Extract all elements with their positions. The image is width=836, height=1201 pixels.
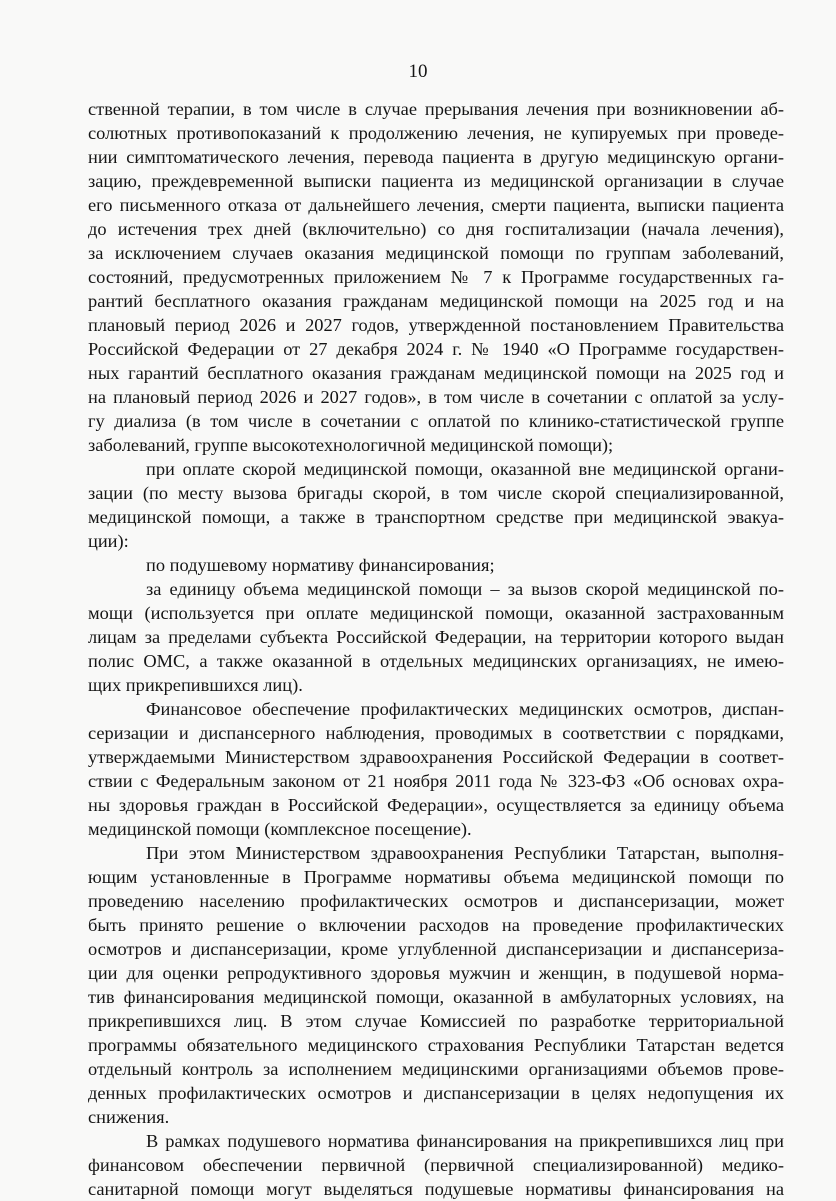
text-line: состояний, предусмотренных приложением № 7 к Программе государственных га- [88,267,784,287]
text-line: его письменного отказа от дальнейшего лечения, смерти пациента, выписки пациента [88,195,784,215]
text-line: мощи (используется при оплате медицинской помощи, оказанной застрахованным [88,603,784,623]
text-line: ных гарантий бесплатного оказания гражданам медицинской помощи на 2025 год и [88,363,784,383]
text-line: ции для оценки репродуктивного здоровья мужчин и женщин, в подушевой норма- [88,963,784,983]
paragraph-emergency-care [88,457,784,553]
text-line: тив финансирования медицинской помощи, оказанной в амбулаторных условиях, на [88,987,784,1007]
paragraph-continuation [88,97,784,457]
text-line: прикрепившихся лиц. В этом случае Комиссией по разработке территориальной [88,1011,784,1031]
text-line: ции): [88,531,129,551]
text-line: гу диализа (в том числе в сочетании с оплатой по клинико-статистической группе [88,411,784,431]
paragraph-financing [88,697,784,841]
text-line: рантий бесплатного оказания гражданам медицинской помощи на 2025 год и на [88,291,784,311]
text-line: финансовом обеспечении первичной (первичной специализированной) медико- [88,1155,784,1175]
text-line: быть принято решение о включении расходов на проведение профилактических [88,915,784,935]
text-line: медицинской помощи, а также в транспортном средстве при медицинской эвакуа- [88,507,784,527]
text-line: санитарной помощи могут выделяться подушевые нормативы финансирования на [88,1179,784,1199]
text-line: полис ОМС, а также оказанной в отдельных медицинских организациях, не имею- [88,651,784,671]
text-line: При этом Министерством здравоохранения Республики Татарстан, выполня- [146,843,784,863]
paragraph-ministry-decision [88,841,784,1129]
text-line: программы обязательного медицинского страхования Республики Татарстан ведется [88,1035,784,1055]
paragraph-per-capita [88,553,784,577]
text-line: при оплате скорой медицинской помощи, оказанной вне медицинской органи- [146,459,784,479]
text-line: Финансовое обеспечение профилактических медицинских осмотров, диспан- [146,699,784,719]
text-line: ющим установленные в Программе нормативы объема медицинской помощи по [88,867,784,887]
text-line: зацию, преждевременной выписки пациента из медицинской организации в случае [88,171,784,191]
document-body [88,97,784,1201]
text-line: на плановый период 2026 и 2027 годов», в том числе в сочетании с оплатой за услу- [88,387,784,407]
text-line: денных профилактических осмотров и диспансеризации в целях недопущения их [88,1083,784,1103]
text-line: солютных противопоказаний к продолжению лечения, не купируемых при проведе- [88,123,784,143]
text-line: заболеваний, группе высокотехнологичной медицинской помощи); [88,435,614,455]
text-line: за исключением случаев оказания медицинской помощи по группам заболеваний, [88,243,784,263]
text-line: снижения. [88,1107,170,1127]
paragraph-per-capita-standards [88,1129,784,1201]
text-line: нии симптоматического лечения, перевода пациента в другую медицинскую органи- [88,147,784,167]
text-line: Российской Федерации от 27 декабря 2024 г. № 1940 «О Программе государствен- [88,339,784,359]
text-line: за единицу объема медицинской помощи – за вызов скорой медицинской по- [146,579,784,599]
text-line: медицинской помощи (комплексное посещение). [88,819,472,839]
text-line: зации (по месту вызова бригады скорой, в том числе скорой специализированной, [88,483,784,503]
text-line: проведению населению профилактических осмотров и диспансеризации, может [88,891,784,911]
paragraph-per-unit [88,577,784,697]
text-line: плановый период 2026 и 2027 годов, утвержденной постановлением Правительства [88,315,784,335]
text-line: лицам за пределами субъекта Российской Федерации, на территории которого выдан [88,627,784,647]
text-line: серизации и диспансерного наблюдения, проводимых в соответствии с порядками, [88,723,784,743]
text-line: ственной терапии, в том числе в случае прерывания лечения при возникновении аб- [88,99,784,119]
text-line: утверждаемыми Министерством здравоохранения Российской Федерации в соответ- [88,747,784,767]
text-line: отдельный контроль за исполнением медицинскими организациями объемов прове- [88,1059,784,1079]
text-line: ны здоровья граждан в Российской Федерации», осуществляется за единицу объема [88,795,784,815]
text-line: по подушевому нормативу финансирования; [146,555,495,575]
text-line: В рамках подушевого норматива финансирования на прикрепившихся лиц при [146,1131,784,1151]
text-line: до истечения трех дней (включительно) со дня госпитализации (начала лечения), [88,219,784,239]
page-number: 10 [408,61,428,82]
text-line: щих прикрепившихся лиц). [88,675,303,695]
text-line: ствии с Федеральным законом от 21 ноября 2011 года № 323-ФЗ «Об основах охра- [88,771,784,791]
text-line: осмотров и диспансеризации, кроме углубленной диспансеризации и диспансериза- [88,939,784,959]
